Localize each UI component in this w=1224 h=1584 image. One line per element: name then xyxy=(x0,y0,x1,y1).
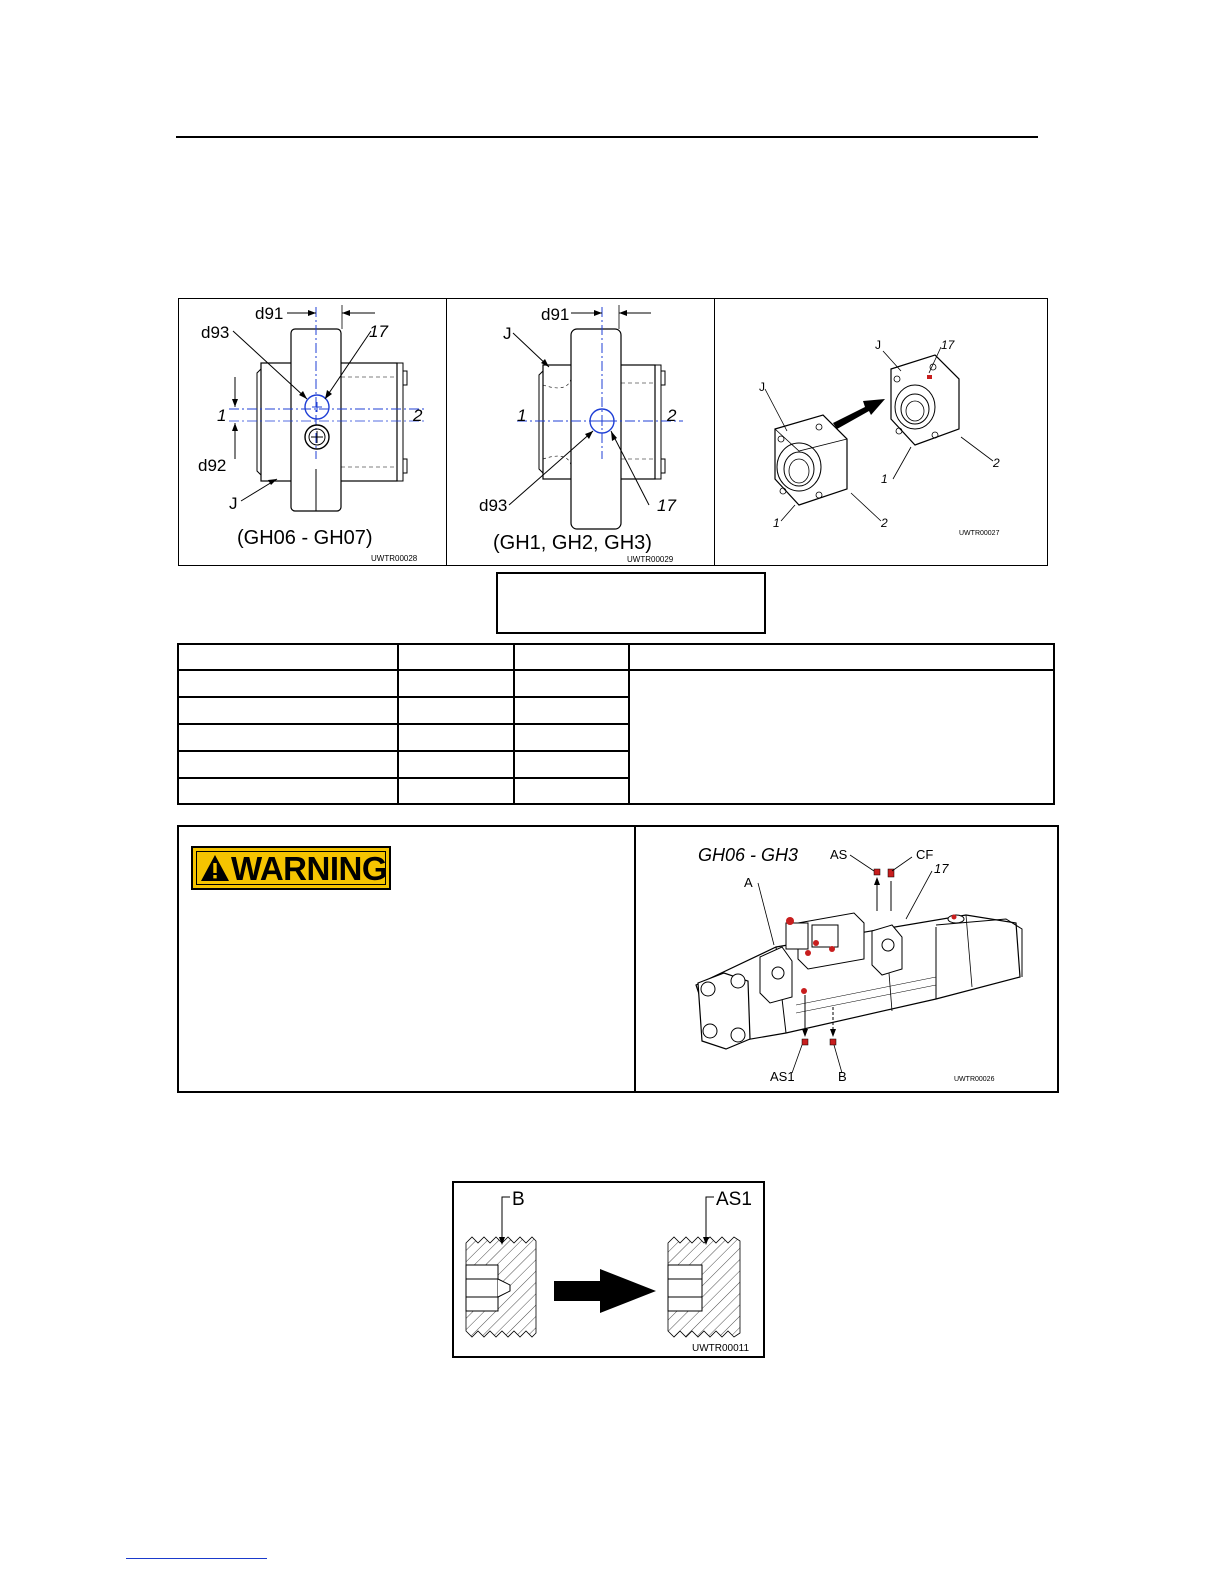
flange-isometric-drawing xyxy=(715,299,1047,565)
table-header-cell xyxy=(398,644,514,670)
label-CF: CF xyxy=(916,847,934,862)
table-cell xyxy=(178,697,398,724)
table-header-cell xyxy=(514,644,629,670)
table-row xyxy=(178,670,1054,697)
label-AS1: AS1 xyxy=(770,1069,795,1084)
label-17: 17 xyxy=(657,496,676,515)
table-cell xyxy=(178,751,398,778)
label-d93: d93 xyxy=(479,496,508,515)
table-cell xyxy=(514,751,629,778)
figure-caption-box xyxy=(496,572,766,634)
table-cell xyxy=(514,724,629,751)
table-note-cell xyxy=(629,670,1054,804)
figure-flange-isometric xyxy=(714,298,1048,566)
flange-side-view-drawing xyxy=(179,299,447,565)
table-cell xyxy=(398,697,514,724)
figure-code: UWTR00027 xyxy=(959,530,1000,537)
spec-table xyxy=(177,643,1055,805)
label-17: 17 xyxy=(941,338,955,352)
footer-link-underline[interactable] xyxy=(126,1558,267,1559)
plug-section-drawing xyxy=(454,1183,763,1356)
figure-code: UWTR00028 xyxy=(371,554,418,563)
table-header-cell xyxy=(178,644,398,670)
plug-AS1-section xyxy=(668,1237,740,1337)
label-AS1: AS1 xyxy=(716,1189,752,1210)
label-B: B xyxy=(512,1189,525,1210)
figure-flange-gh06-gh07 xyxy=(178,298,448,566)
table-header-row xyxy=(178,644,1054,670)
figure-code: UWTR00011 xyxy=(692,1343,750,1354)
plug-AS-red xyxy=(874,869,880,875)
label-A: A xyxy=(744,875,753,890)
table-cell xyxy=(398,751,514,778)
table-cell xyxy=(178,724,398,751)
label-B: B xyxy=(838,1069,847,1084)
table-cell xyxy=(514,697,629,724)
pump-assembly-drawing xyxy=(636,827,1057,1091)
label-d93: d93 xyxy=(201,323,230,342)
table-cell xyxy=(178,670,398,697)
plug-red-marker xyxy=(927,375,932,379)
label-17: 17 xyxy=(934,861,949,876)
table-header-cell xyxy=(629,644,1054,670)
warning-triangle-icon xyxy=(200,853,230,883)
conversion-arrow xyxy=(554,1269,656,1313)
label-J-left: J xyxy=(759,380,765,394)
figure-plug-conversion xyxy=(452,1181,765,1358)
figure-flange-gh1-gh3 xyxy=(446,298,716,566)
warning-word: WARNING xyxy=(231,850,387,887)
table-cell xyxy=(514,670,629,697)
label-AS: AS xyxy=(830,847,848,862)
label-J-right: J xyxy=(875,338,881,352)
plug-AS1-red xyxy=(802,1039,808,1045)
label-1-right: 1 xyxy=(881,472,888,486)
label-1: 1 xyxy=(217,406,227,425)
plug-B-section xyxy=(466,1237,536,1337)
label-2: 2 xyxy=(667,406,677,425)
warning-panel xyxy=(177,825,1059,1093)
table-cell xyxy=(398,724,514,751)
label-d92: d92 xyxy=(198,456,227,475)
label-J: J xyxy=(229,494,238,513)
label-J: J xyxy=(503,324,512,343)
table-cell xyxy=(178,778,398,804)
transform-arrow xyxy=(833,399,885,429)
label-2-right: 2 xyxy=(993,456,1000,470)
warning-label xyxy=(191,846,391,890)
header-rule xyxy=(176,136,1038,138)
figure-code: UWTR00029 xyxy=(627,555,674,564)
label-d91: d91 xyxy=(255,304,284,323)
figure-caption: (GH06 - GH07) xyxy=(237,527,373,549)
label-2: 2 xyxy=(413,406,423,425)
table-cell xyxy=(398,778,514,804)
label-1: 1 xyxy=(517,406,527,425)
flange-side-view-drawing xyxy=(447,299,715,565)
figure-code: UWTR00026 xyxy=(954,1076,995,1083)
figure-title: GH06 - GH3 xyxy=(698,845,799,865)
label-1-left: 1 xyxy=(773,516,780,530)
label-17: 17 xyxy=(369,322,388,341)
table-cell xyxy=(398,670,514,697)
table-cell xyxy=(514,778,629,804)
label-d91: d91 xyxy=(541,305,570,324)
plug-B-red xyxy=(830,1039,836,1045)
label-2-left: 2 xyxy=(881,516,888,530)
figure-caption: (GH1, GH2, GH3) xyxy=(493,532,652,554)
